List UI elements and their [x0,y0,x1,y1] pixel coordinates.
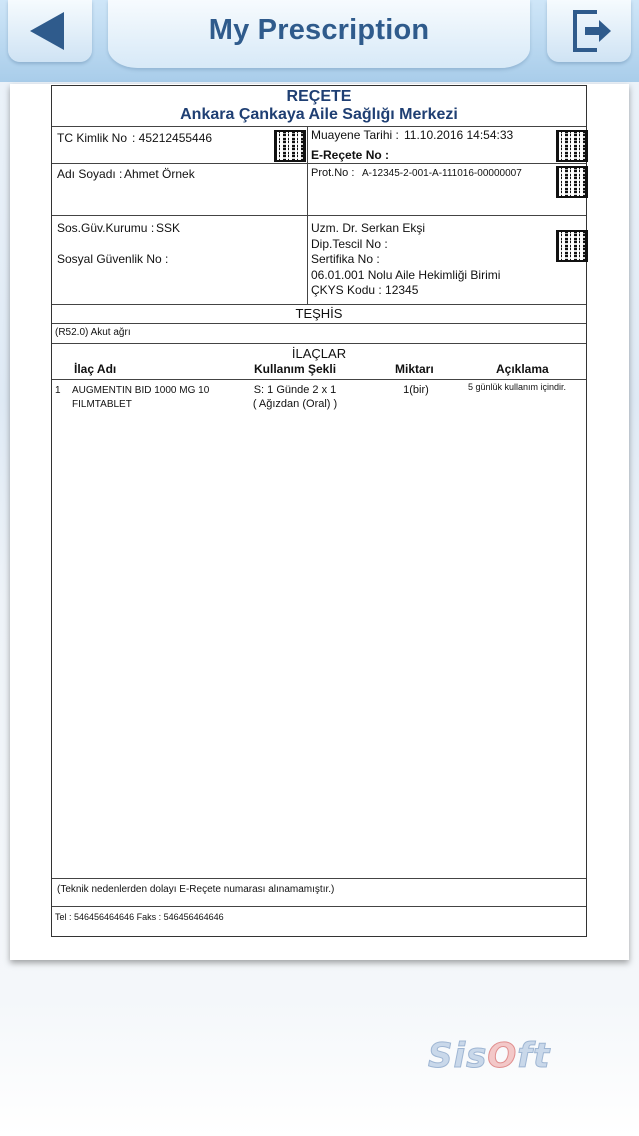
insurance-value: SSK [156,221,181,235]
diagnosis-heading: TEŞHİS [295,306,343,321]
page-title: My Prescription [208,14,430,46]
app-header [0,0,639,82]
diagnosis-text: (R52.0) Akut ağrı [55,327,131,338]
exam-date-label: Muayene Tarihi : [311,128,399,142]
health-unit: 06.01.001 Nolu Aile Hekimliği Birimi [311,268,501,282]
prot-label: Prot.No : [311,167,355,179]
drug-amount: 1(bir) [403,384,429,396]
erecete-label: E-Reçete No : [311,148,390,162]
drug-note: 5 günlük kullanım içindir. [468,382,567,392]
sertifika: Sertifika No : [311,252,380,266]
barcode-prot-icon [556,166,588,198]
column-amount: Miktarı [395,362,434,376]
insurance-label: Sos.Güv.Kurumu : [57,221,155,235]
back-button[interactable] [8,0,92,62]
column-drug-name: İlaç Adı [74,362,117,376]
prescription-paper [10,84,629,960]
name-label: Adı Soyadı : [57,167,123,181]
column-usage: Kullanım Şekli [254,362,337,376]
exit-button[interactable] [547,0,631,62]
social-security-label: Sosyal Güvenlik No : [57,252,169,266]
drug-usage-line2: ( Ağızdan (Oral) ) [252,398,338,410]
drug-name-line2: FILMTABLET [72,399,132,410]
exam-date-value: 11.10.2016 14:54:33 [404,128,514,142]
drug-name-line1: AUGMENTIN BID 1000 MG 10 [72,385,210,396]
tc-label: TC Kimlik No [57,131,128,145]
column-note: Açıklama [496,362,549,376]
sisoft-logo [428,1036,550,1076]
tc-value: : 45212455446 [132,131,213,145]
logo-part1: Sis [428,1036,488,1076]
prescription-heading: REÇETE [286,88,352,105]
ckys-code: ÇKYS Kodu : 12345 [311,283,419,297]
patient-name: Ahmet Örnek [124,167,195,181]
contact-info: Tel : 546456464646 Faks : 546456464646 [55,912,224,922]
prot-value: A-12345-2-001-A-111016-00000007 [362,168,522,179]
footer-note: (Teknik nedenlerden dolayı E-Reçete numarası alınamamıştır.) [57,884,335,895]
drugs-heading: İLAÇLAR [291,346,347,361]
prescription-document [51,85,587,937]
facility-name: Ankara Çankaya Aile Sağlığı Merkezi [180,106,458,123]
logo-part2: O [487,1036,518,1076]
drug-index: 1 [55,385,61,396]
drug-usage-line1: S: 1 Günde 2 x 1 [253,384,337,396]
exit-icon [547,0,631,62]
back-arrow-icon [8,0,92,62]
barcode-doctor-icon [556,230,588,262]
barcode-tc-icon [274,130,306,162]
doctor-name: Uzm. Dr. Serkan Ekşi [311,221,426,235]
barcode-erecete-icon [556,130,588,162]
dip-tescil: Dip.Tescil No : [311,237,388,251]
logo-part3: ft [517,1036,551,1076]
